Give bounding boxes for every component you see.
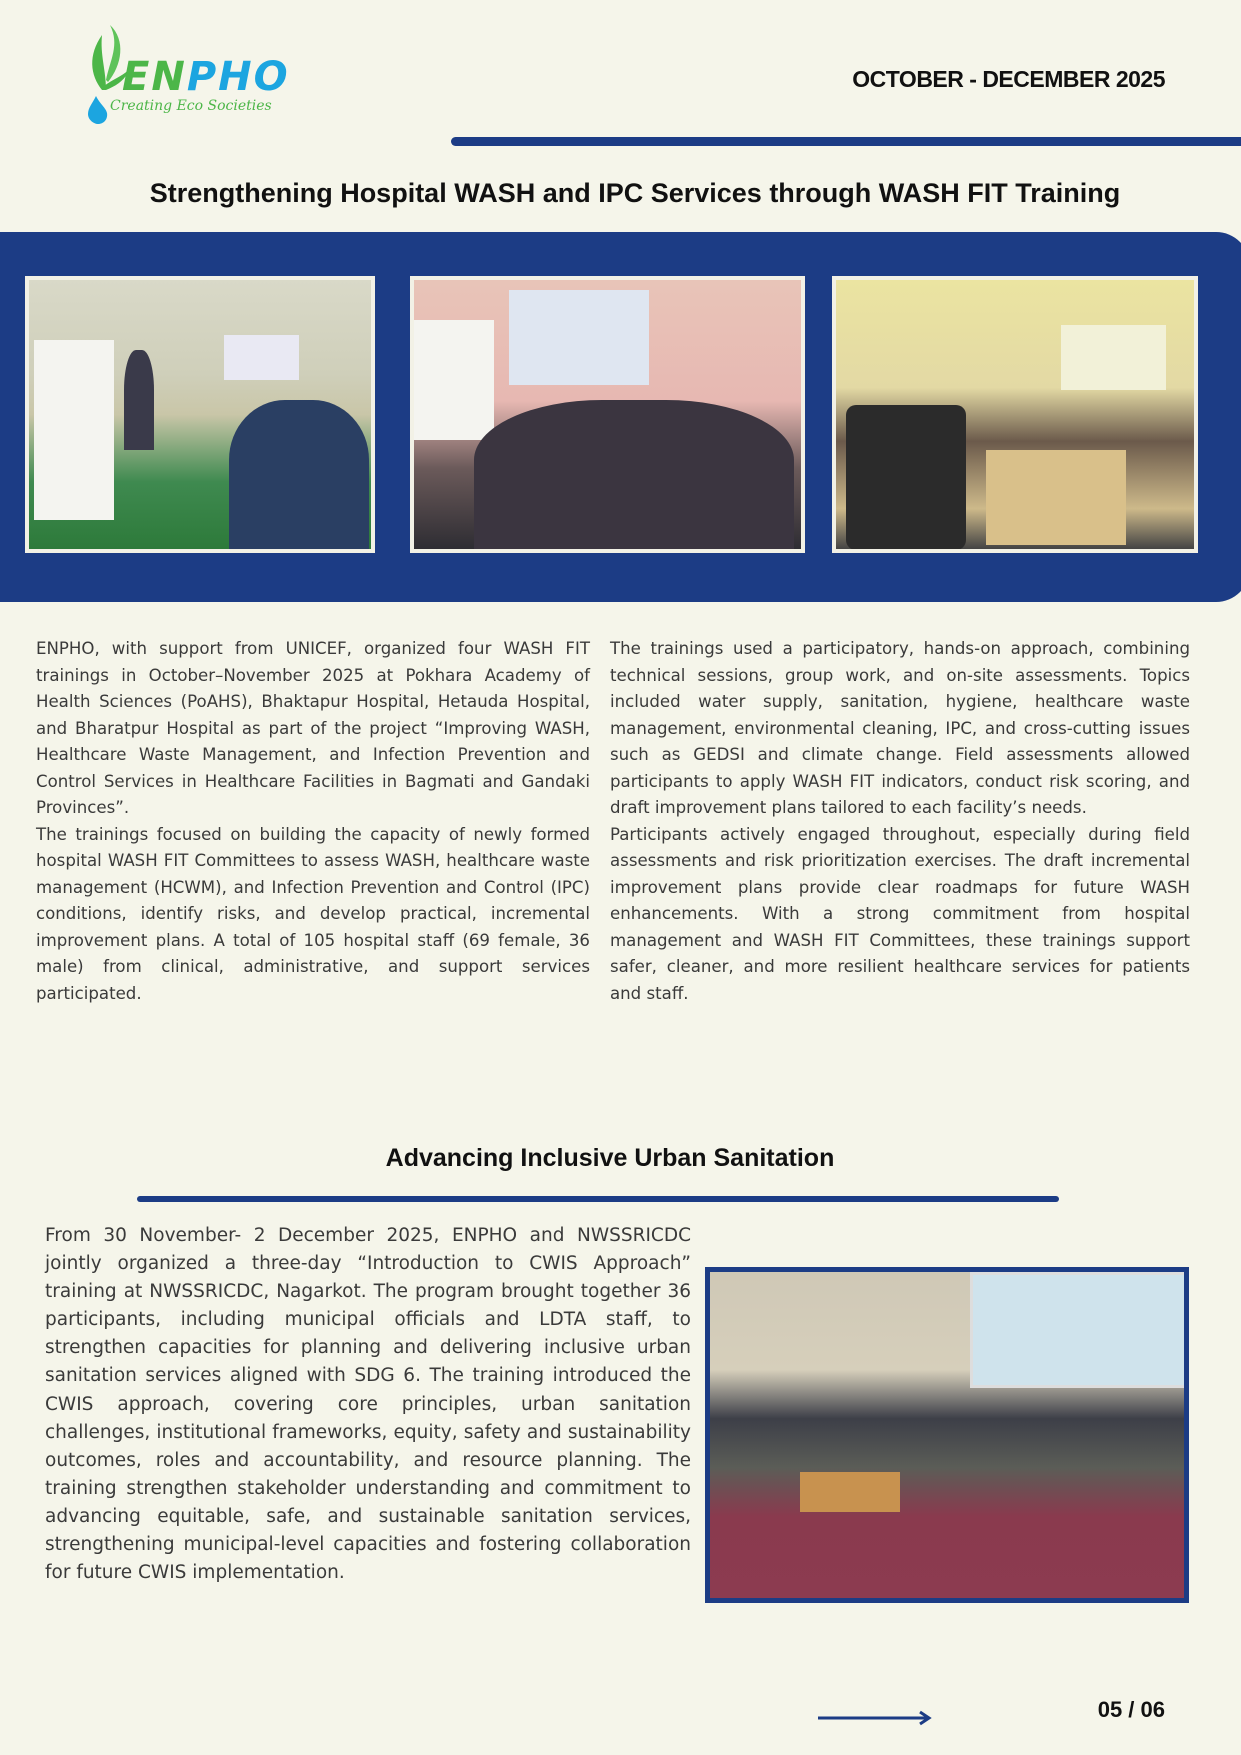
paragraph: Participants actively engaged throughout, especially during field assessments and risk prioritization exercises. The draft incremental improvement plans provide clear roadmaps for future WASH enhancements. With a strong commitment from hospital management and WASH FIT Committees, these trainings support safer, cleaner, and more resilient healthcare services for patients and staff. [610,824,1190,1003]
section-divider [137,1196,1059,1202]
training-photo-2 [410,276,805,553]
issue-date-range: OCTOBER - DECEMBER 2025 [852,66,1165,92]
section2-text [45,1222,691,1587]
wall-chart [34,340,114,520]
page-number: 05 / 06 [1097,1697,1165,1722]
paragraph: ENPHO, with support from UNICEF, organized four WASH FIT trainings in October–November 2025 at Pokhara Academy of Health Sciences (PoAHS), Bhaktapur Hospital, Hetauda Hospital, and Bharatpur Hospital as part of the project “Improving WASH, Healthcare Waste Management, and Infection Prevention and Control Services in Healthcare Facilities in Bagmati and Gandaki Provinces”. [36,639,590,817]
projector-screen [1061,325,1166,390]
participants-group [474,400,794,550]
projection [414,320,494,440]
logo-tagline: Creating Eco Societies [110,98,272,114]
projector-screen [970,1272,1189,1388]
right-arrow-icon [818,1710,933,1726]
training-photo-3 [832,276,1198,553]
section1-left-column [36,636,590,1007]
desk [800,1472,900,1512]
training-banner [509,290,649,385]
section-title-urban-sanitation: Advancing Inclusive Urban Sanitation [385,1144,835,1172]
paragraph: From 30 November- 2 December 2025, ENPHO and NWSSRICDC jointly organized a three-day “Introduction to CWIS Approach” training at NWSSRICDC, Nagarkot. The program brought together 36 participants, including municipal officials and LDTA staff, to strengthen capacities for planning and delivering inclusive urban sanitation services aligned with SDG 6. The training introduced the CWIS approach, covering core principles, urban sanitation challenges, institutional frameworks, equity, safety and sustainability outcomes, roles and accountability, and resource planning. The training strengthen stakeholder understanding and commitment to advancing equitable, safe, and sustainable sanitation services, strengthening municipal-level capacities and fostering collaboration for future CWIS implementation. [45,1225,691,1584]
paragraph: The trainings focused on building the capacity of newly formed hospital WASH FIT Committees to assess WASH, healthcare waste management (HCWM), and Infection Prevention and Control (IPC) conditions, identify risks, and develop practical, incremental improvement plans. A total of 105 hospital staff (69 female, 36 male) from clinical, administrative, and support services participated. [36,824,590,1003]
chairs [846,405,966,550]
training-photo-1 [25,276,375,553]
header-divider [451,137,1241,146]
seated-participants [229,400,369,550]
projector-screen [224,335,299,380]
section-title-wash-fit: Strengthening Hospital WASH and IPC Services through WASH FIT Training [149,178,1121,208]
cwis-training-photo [705,1267,1189,1603]
conference-table [986,450,1126,545]
presenter-figure [124,350,154,450]
enpho-logo [80,20,290,125]
paragraph: The trainings used a participatory, hands-on approach, combining technical sessions, group work, and on-site assessments. Topics included water supply, sanitation, hygiene, healthcare waste management, environmental cleaning, IPC, and cross-cutting issues such as GEDSI and climate change. Field assessments allowed participants to apply WASH FIT indicators, conduct risk scoring, and draft improvement plans tailored to each facility’s needs. [610,639,1190,817]
logo-wordmark: ENPHO [122,54,290,100]
section1-right-column [610,636,1190,1007]
